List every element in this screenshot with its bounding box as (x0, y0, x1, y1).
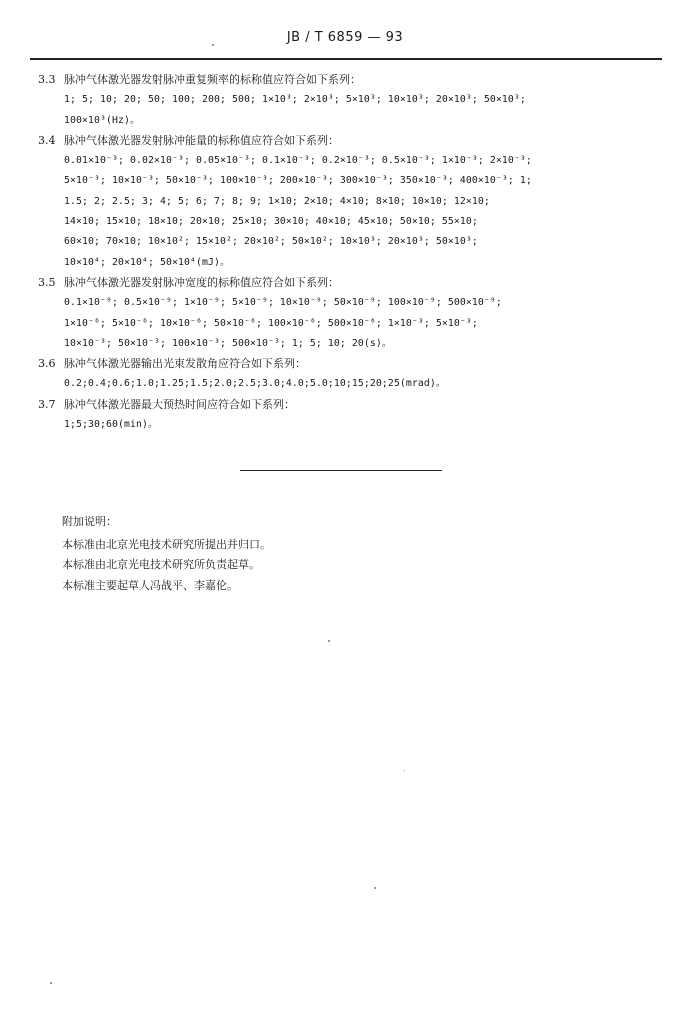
clause-3-4 (38, 131, 648, 273)
scan-speck (212, 44, 214, 46)
standard-number: JB / T 6859 — 93 (286, 30, 404, 45)
clause-values (38, 293, 648, 354)
clause-title: 脉冲气体激光器发射脉冲重复频率的标称值应符合如下系列： (64, 73, 361, 86)
value-line: 0.2;0.4;0.6;1.0;1.25;1.5;2.0;2.5;3.0;4.0;5.0;10;15;20;25(mrad)。 (64, 378, 446, 390)
clause-heading (38, 273, 648, 293)
value-line: 100×10³(Hz)。 (64, 114, 140, 126)
scan-speck (328, 640, 330, 642)
clause-values (38, 374, 648, 394)
scan-speck (50, 982, 52, 984)
clause-list (38, 70, 648, 435)
value-line: 60×10; 70×10; 10×10²; 15×10²; 20×10²; 50×10²; 10×10³; 20×10³; 50×10³; (64, 236, 478, 248)
clause-heading (38, 131, 648, 151)
header-rule (30, 58, 662, 60)
scan-speck (374, 887, 376, 889)
additional-notes (62, 512, 562, 596)
clause-3-7 (38, 395, 648, 436)
clause-title: 脉冲气体激光器发射脉冲宽度的标称值应符合如下系列： (64, 275, 339, 289)
clause-values (38, 151, 648, 273)
clause-number: 3.7 (38, 397, 56, 411)
clause-number: 3.3 (38, 73, 56, 86)
notes-title: 附加说明： (62, 515, 117, 528)
clause-heading (38, 395, 648, 415)
clause-number: 3.5 (38, 275, 56, 289)
value-line: 1; 5; 10; 20; 50; 100; 200; 500; 1×10³; 2×10³; 5×10³; 10×10³; 20×10³; 50×10³; (64, 94, 526, 106)
value-line: 14×10; 15×10; 18×10; 20×10; 25×10; 30×10; 40×10; 45×10; 50×10; 55×10; (64, 216, 478, 228)
value-line: 10×10⁴; 20×10⁴; 50×10⁴(mJ)。 (64, 256, 230, 268)
value-line: 5×10⁻³; 10×10⁻³; 50×10⁻³; 100×10⁻³; 200×10⁻³; 300×10⁻³; 350×10⁻³; 400×10⁻³; 1; (64, 175, 532, 187)
clause-values (38, 415, 648, 435)
clause-title: 脉冲气体激光器输出光束发散角应符合如下系列： (64, 357, 306, 371)
scan-speck (404, 770, 405, 771)
value-line: 0.01×10⁻³; 0.02×10⁻³; 0.05×10⁻³; 0.1×10⁻³; 0.2×10⁻³; 0.5×10⁻³; 1×10⁻³; 2×10⁻³; (64, 155, 532, 167)
clause-title: 脉冲气体激光器最大预热时间应符合如下系列： (64, 397, 295, 411)
clause-number: 3.4 (38, 133, 56, 147)
page-header (0, 30, 690, 45)
value-line: 1.5; 2; 2.5; 3; 4; 5; 6; 7; 8; 9; 1×10; 2×10; 4×10; 8×10; 10×10; 12×10; (64, 195, 490, 207)
clause-heading (38, 70, 648, 90)
notes-line: 本标准由北京光电技术研究所提出并归口。 (62, 537, 271, 551)
notes-line: 本标准主要起草人冯战平、李嘉伦。 (62, 578, 238, 592)
clause-3-6 (38, 354, 648, 395)
clause-3-5 (38, 273, 648, 354)
clause-heading (38, 354, 648, 374)
section-divider (240, 470, 442, 471)
clause-values (38, 90, 648, 131)
clause-3-3 (38, 70, 648, 131)
value-line: 0.1×10⁻⁹; 0.5×10⁻⁹; 1×10⁻⁹; 5×10⁻⁹; 10×10⁻⁹; 50×10⁻⁹; 100×10⁻⁹; 500×10⁻⁹; (64, 297, 502, 309)
notes-line: 本标准由北京光电技术研究所负责起草。 (62, 558, 260, 571)
value-line: 10×10⁻³; 50×10⁻³; 100×10⁻³; 500×10⁻³; 1; 5; 10; 20(s)。 (64, 337, 392, 349)
value-line: 1×10⁻⁶; 5×10⁻⁶; 10×10⁻⁶; 50×10⁻⁶; 100×10⁻⁶; 500×10⁻⁶; 1×10⁻³; 5×10⁻³; (64, 317, 478, 329)
clause-number: 3.6 (38, 357, 56, 371)
value-line: 1;5;30;60(min)。 (64, 419, 158, 431)
clause-title: 脉冲气体激光器发射脉冲能量的标称值应符合如下系列： (64, 133, 339, 147)
